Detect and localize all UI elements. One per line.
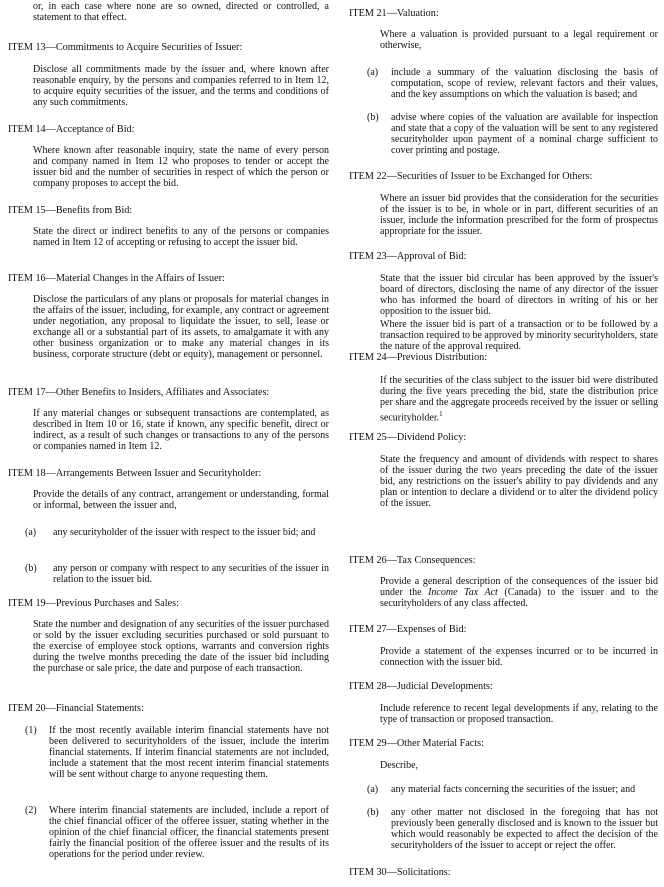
item21-heading: ITEM 21—Valuation: xyxy=(349,8,439,19)
clause-marker: (b) xyxy=(367,807,379,818)
item30-heading: ITEM 30—Solicitations: xyxy=(349,867,451,878)
item28-heading: ITEM 28—Judicial Developments: xyxy=(349,681,493,692)
item29-body: Describe, xyxy=(380,760,419,771)
item24-heading: ITEM 24—Previous Distribution: xyxy=(349,352,488,363)
item20-clause-2 xyxy=(25,806,329,861)
item16-body: Disclose the particulars of any plans or proposals for material changes in the affairs of the issuer, including, for example, any contract or agreement under negotiation, any proposal to liquidate the issuer, to sell, lease or exchange all or a substantial part of its assets, to amalgamate it with any other business organization or to make any material changes in its business, corporate structure (debt or equity), management or personnel. xyxy=(33,294,329,360)
act-title: Income Tax Act xyxy=(428,586,498,598)
item19-body: State the number and designation of any securities of the issuer purchased or sold by the issuer excluding securities purchased or sold pursuant to the exercise of employee stock options, warrants and conversion rights during the twelve months preceding the date of the issuer bid including the purchase or sale price, the date and purpose of each transaction. xyxy=(33,619,329,674)
intro-continuation: or, in each case where none are so owned, directed or controlled, a statement to that effect. xyxy=(33,1,329,23)
item17-body: If any material changes or subsequent transactions are contemplated, as described in Item 10 or 16, state if known, any specific benefit, direct or indirect, as a result of such changes or transactions to any of the persons or companies named in Item 12. xyxy=(33,408,329,452)
item27-body: Provide a statement of the expenses incurred or to be incurred in connection with the issuer bid. xyxy=(380,646,658,668)
item16-heading: ITEM 16—Material Changes in the Affairs of Issuer: xyxy=(8,273,225,284)
item27-heading: ITEM 27—Expenses of Bid: xyxy=(349,624,467,635)
item22-body: Where an issuer bid provides that the consideration for the securities of the issuer is to be, in whole or in part, different securities of an issuer, include the information prescribed for the form of prospectus appropriate for the issuer. xyxy=(380,193,658,237)
item15-heading: ITEM 15—Benefits from Bid: xyxy=(8,205,133,216)
item18-body: Provide the details of any contract, arrangement or understanding, formal or informal, between the issuer and, xyxy=(33,489,329,511)
item13-heading: ITEM 13—Commitments to Acquire Securities of Issuer: xyxy=(8,42,243,53)
item24-body-text: If the securities of the class subject to the issuer bid were distributed during the five years preceding the bid, state the distribution price per share and the aggregate proceeds received by the issuer or selling securityholder. xyxy=(380,375,658,424)
clause-marker: (2) xyxy=(25,805,37,816)
item26-body-after: (Canada) to the issuer and to the securityholders of any class affected. xyxy=(380,586,659,609)
clause-text: any material facts concerning the securities of the issuer; and xyxy=(391,784,636,795)
item29-heading: ITEM 29—Other Material Facts: xyxy=(349,738,484,749)
item29-clause-a xyxy=(367,785,658,796)
footnote-mark: 1 xyxy=(439,409,443,418)
item23-heading: ITEM 23—Approval of Bid: xyxy=(349,251,467,262)
clause-marker: (b) xyxy=(367,112,379,123)
item23-body-1: State that the issuer bid circular has been approved by the issuer's board of directors, disclosing the name of any director of the issuer who has informed the board of directors in writing of his or her opposition to the issuer bid. xyxy=(380,273,658,317)
clause-marker: (a) xyxy=(367,67,379,78)
item26-heading: ITEM 26—Tax Consequences: xyxy=(349,555,476,566)
item26-body-before: Provide a general description of the consequences of the issuer bid under the xyxy=(380,576,658,598)
clause-marker: (a) xyxy=(367,784,379,795)
item22-heading: ITEM 22—Securities of Issuer to be Exchanged for Others: xyxy=(349,171,593,182)
clause-marker: (b) xyxy=(25,563,37,574)
item26-body xyxy=(380,577,658,610)
item18-clause-b xyxy=(25,564,329,586)
clause-text: If the most recently available interim financial statements have not been delivered to securityholders of the issuer, include the interim financial statements. If interim financial statements are not included, include a statement that the most recent interim financial statements will be sent without charge to anyone requesting them. xyxy=(49,725,329,780)
item20-clause-1 xyxy=(25,726,329,781)
clause-text: advise where copies of the valuation are available for inspection and state that a copy of the valuation will be sent to any registered securityholder upon payment of a nominal charge sufficient to cover printing and postage. xyxy=(391,112,658,156)
clause-text: any person or company with respect to any securities of the issuer in relation to the issuer bid. xyxy=(53,563,329,585)
item14-body: Where known after reasonable inquiry, state the name of every person and company named in Item 12 who proposes to tender or accept the issuer bid and the number of securities in respect of which the person or company proposes to accept the bid. xyxy=(33,145,329,189)
item25-body: State the frequency and amount of dividends with respect to shares of the issuer during the two years preceding the date of the issuer bid, any restrictions on the issuer's ability to pay dividends and any plan or intention to declare a dividend or to alter the dividend policy of the issuer. xyxy=(380,454,658,509)
item21-clause-a xyxy=(367,68,658,101)
clause-text: Where interim financial statements are included, include a report of the chief financial officer of the offeree issuer, stating whether in the opinion of the chief financial officer, the financial statements present fairly the financial position of the offeree issuer and the results of its operations for the period under review. xyxy=(49,805,329,860)
item18-clause-a xyxy=(25,528,329,539)
clause-marker: (a) xyxy=(25,527,37,538)
clause-marker: (1) xyxy=(25,725,37,736)
item18-heading: ITEM 18—Arrangements Between Issuer and Securityholder: xyxy=(8,468,262,479)
clause-text: any securityholder of the issuer with respect to the issuer bid; and xyxy=(53,527,316,538)
item20-heading: ITEM 20—Financial Statements: xyxy=(8,703,144,714)
item14-heading: ITEM 14—Acceptance of Bid: xyxy=(8,124,135,135)
clause-text: include a summary of the valuation disclosing the basis of computation, scope of review, relevant factors and their values, and the key assumptions on which the valuation is based; and xyxy=(391,67,658,100)
item23-body-2: Where the issuer bid is part of a transaction or to be followed by a transaction required to be approved by minority securityholders, state the nature of the approval required. xyxy=(380,319,658,352)
clause-text: any other matter not disclosed in the foregoing that has not previously been generally disclosed and is known to the issuer but which would reasonably be expected to affect the decision of the securityholders of the issuer to accept or reject the offer. xyxy=(391,807,658,851)
item28-body: Include reference to recent legal developments if any, relating to the type of transaction or proposed transaction. xyxy=(380,703,658,725)
item19-heading: ITEM 19—Previous Purchases and Sales: xyxy=(8,598,179,609)
item17-heading: ITEM 17—Other Benefits to Insiders, Affiliates and Associates: xyxy=(8,387,270,398)
item24-body xyxy=(380,376,658,424)
item25-heading: ITEM 25—Dividend Policy: xyxy=(349,432,467,443)
item21-body: Where a valuation is provided pursuant to a legal requirement or otherwise, xyxy=(380,29,658,51)
item21-clause-b xyxy=(367,113,658,157)
item29-clause-b xyxy=(367,808,658,852)
item15-body: State the direct or indirect benefits to any of the persons or companies named in Item 12 of accepting or refusing to accept the issuer bid. xyxy=(33,226,329,248)
item13-body: Disclose all commitments made by the issuer and, where known after reasonable enquiry, by the persons and companies referred to in Item 12, to acquire equity securities of the issuer, and the terms and conditions of any such commitments. xyxy=(33,64,329,108)
